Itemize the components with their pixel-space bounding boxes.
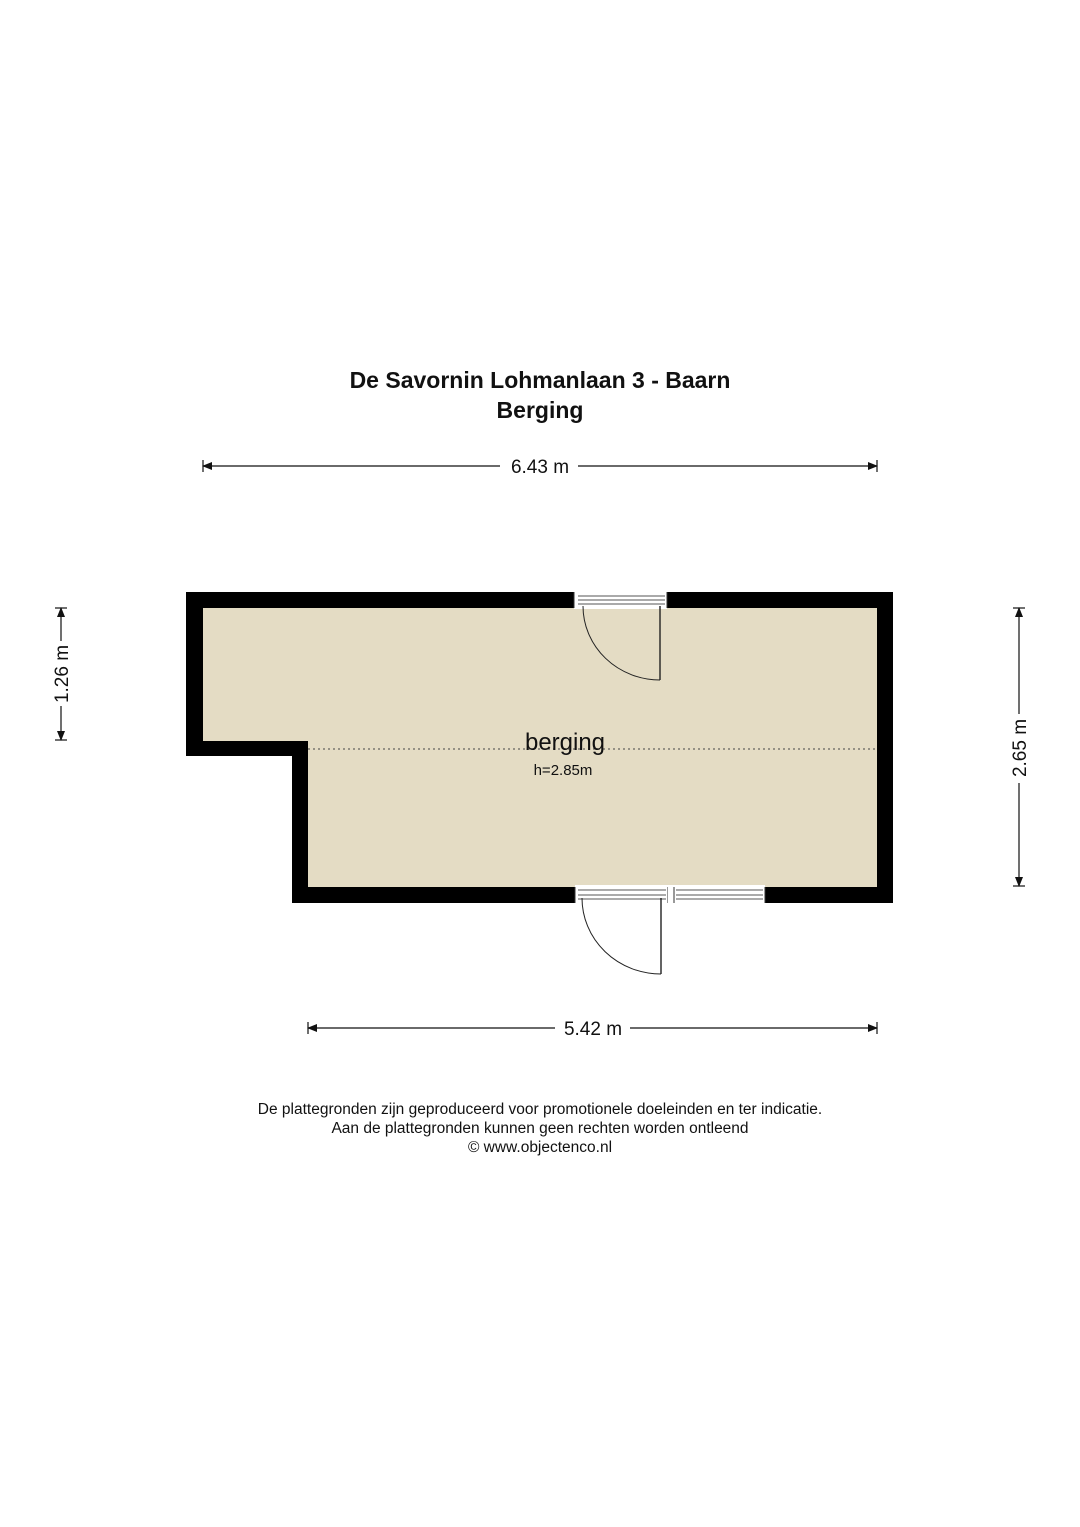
dimension-bottom-label: 5.42 m — [563, 1019, 623, 1040]
window-bottom — [668, 885, 765, 904]
dimension-right — [1010, 608, 1031, 886]
door-bottom — [575, 885, 668, 974]
floorplan-floor-title: Berging — [496, 397, 584, 423]
dimension-left — [52, 608, 73, 740]
room-height: h=2.85m — [533, 762, 593, 779]
floorplan-address-title: De Savornin Lohmanlaan 3 - Baarn — [349, 367, 731, 393]
dimension-top — [203, 457, 877, 478]
disclaimer-line-1: De plattegronden zijn geproduceerd voor promotionele doeleinden en ter indicatie. — [257, 1101, 823, 1118]
dimension-left-label: 1.26 m — [52, 644, 73, 704]
disclaimer-copyright: © www.objectenco.nl — [467, 1139, 613, 1156]
dimension-top-label: 6.43 m — [510, 457, 570, 478]
room-name: berging — [524, 729, 606, 756]
dimension-bottom — [308, 1019, 877, 1040]
disclaimer-line-2: Aan de plattegronden kunnen geen rechten worden ontleend — [331, 1120, 749, 1137]
dimension-right-label: 2.65 m — [1010, 718, 1031, 778]
